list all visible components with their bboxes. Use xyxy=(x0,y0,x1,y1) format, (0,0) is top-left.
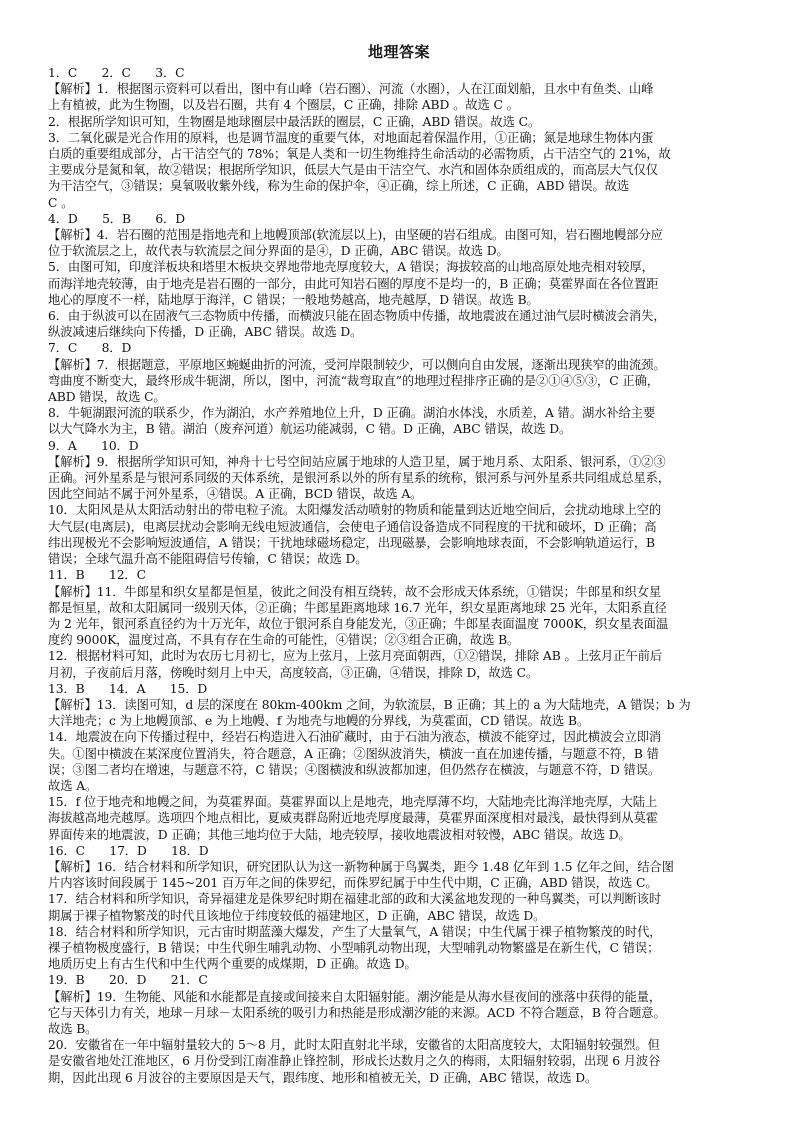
text-line: 10．太阳风是从太阳活动射出的带电粒子流。太阳爆发活动喷射的物质和能量到达近地空间后，会扰动地球上空的 xyxy=(48,503,662,518)
text-line: 【解析】9．根据所学知识可知，神舟十七号空间站应属于地球的人造卫星，属于地月系、太阳系、银河系，①②③ xyxy=(48,454,666,469)
answer-text-body xyxy=(48,65,750,1086)
text-line: 3．二氧化碳是光合作用的原料，也是调节温度的重要气体，对地面起着保温作用，①正确；氮是地球生物体内蛋 xyxy=(48,130,654,145)
text-line: 【解析】7．根据题意，平原地区蜿蜒曲折的河流，受河岸限制较少，可以侧向自由发展，逐渐出现狭窄的曲流颈。 xyxy=(48,357,666,372)
text-line: 11．B 12．C xyxy=(48,568,146,583)
text-line: 纬出现极光不会影响短波通信，A 错误；干扰地球磁场稳定，出现磁暴，会影响地球表面，不会影响轨道运行，B xyxy=(48,535,655,550)
text-line: 【解析】11．牛郎星和织女星都是恒星，彼此之间没有相互绕转，故不会形成天体系统，①错误；牛郎星和织女星 xyxy=(48,584,662,599)
text-line: 【解析】1．根据图示资料可以看出，图中有山峰（岩石圈）、河流（水圈），人在江面划船，且水中有鱼类、山峰 xyxy=(48,82,654,97)
text-line: 海拔越高地壳越厚。选项四个地点相比，夏威夷群岛附近地壳厚度最薄，莫霍界面深度相对最浅，最快得到从莫霍 xyxy=(48,811,658,826)
text-line: 它与天体引力有关，地球－月球－太阳系统的吸引力和热能是形成潮汐能的来源。ACD 不符合题意，B 符合题意。 xyxy=(48,1005,666,1020)
text-line: 16．C 17．D 18．D xyxy=(48,843,209,858)
text-line: 【解析】13．读图可知，d 层的深度在 80km-400km 之间，为软流层，B 正确；其上的 a 为大陆地壳，A 错误；b 为 xyxy=(48,697,691,712)
text-line: 上有植被，此为生物圈，以及岩石圈，共有 4 个圈层，C 正确，排除 ABD 。故选 C 。 xyxy=(48,98,519,113)
text-line: 月初，子夜前后月落，傍晚时刻月上中天，高度较高，③正确，④错误，排除 D，故选 C。 xyxy=(48,665,539,680)
text-line: 界面传来的地震波，D 正确；其他三地均位于大陆，地壳较厚，接收地震波相对较慢，ABC 错误。故选 D。 xyxy=(48,827,631,842)
text-line: 【解析】4．岩石圈的范围是指地壳和上地幔顶部(软流层以上)，由坚硬的岩石组成。由图可知，岩石圈地幔部分应 xyxy=(48,228,663,243)
text-line: 14．地震波在向下传播过程中，经岩石构造进入石油矿藏时，由于石油为液态，横波不能穿过，因此横波会立即消 xyxy=(48,730,662,745)
text-line: 为 2 光年，银河系直径约为十万光年，故位于银河系自身能发光，③正确；牛郎星表面温度 7000K，织女星表面温 xyxy=(48,616,669,631)
text-line: 1．C 2．C 3．C xyxy=(48,66,185,80)
text-line: 弯曲度不断变大，最终形成牛轭湖，所以，图中，河流“裁弯取直”的地理过程排序正确的是②①④⑤③，C 正确， xyxy=(48,373,659,388)
text-line: ABD 错误，故选 C。 xyxy=(48,390,166,405)
text-line: 错误；全球气温升高不能阻碍信号传输，C 错误；故选 D。 xyxy=(48,552,368,567)
text-line: 失。①图中横波在某深度位置消失，符合题意，A 正确；②图纵波消失，横波一直在加速传播，与题意不符，B 错 xyxy=(48,746,659,761)
text-line: 都是恒星，故和太阳属同一级别天体，②正确；牛郎星距离地球 16.7 光年，织女星距离地球 25 光年，太阳系直径 xyxy=(48,600,667,615)
text-line: 大洋地壳；c 为上地幔顶部、e 为上地幔、f 为地壳与地幔的分界线，为莫霍面，CD 错误。故选 B。 xyxy=(48,714,590,729)
text-line: 位于软流层之上，故代表与软流层之间分界面的是④，D 正确，ABC 错误。故选 D。 xyxy=(48,244,509,259)
text-line: 期属于裸子植物繁茂的时代且该地位于纬度较低的福建地区，D 正确，ABC 错误，故选 D。 xyxy=(48,908,546,923)
text-line: 白质的重要组成部分，占干洁空气的 78%；氧是人类和一切生物维持生命活动的必需物质，占干洁空气的 21%，故 xyxy=(48,147,671,162)
page-title: 地理答案 xyxy=(367,43,430,61)
text-line: 7．C 8．D xyxy=(48,341,132,356)
text-line: 以大气降水为主，B 错。湖泊（废弃河道）航运功能减弱，C 错。D 正确，ABC 错误，故选 D。 xyxy=(48,422,572,437)
text-line: 12．根据材料可知，此时为农历七月初七，应为上弦月，上弦月亮面朝西，①②错误，排除 AB 。上弦月正午前后 xyxy=(48,649,663,664)
text-line: 地质历史上有古生代和中生代两个重要的成煤期，D 正确。故选 D。 xyxy=(48,957,417,972)
text-line: 因此空间站不属于河外星系，④错误。A 正确，BCD 错误，故选 A。 xyxy=(48,487,423,502)
text-line: 大气层(电离层)，电离层扰动会影响无线电短波通信，会使电子通信设备造成不同程度的干扰和破坏，D 正确；高 xyxy=(48,519,657,534)
text-line: 是安徽省地处江淮地区，6 月份受到江南准静止锋控制，形成长达数月之久的梅雨，太阳辐射较弱，出现 6 月波谷 xyxy=(48,1054,661,1069)
text-line: 为干洁空气，③错误；臭氧吸收紫外线，称为生命的保护伞，④正确，综上所述，C 正确，ABD 错误。故选 xyxy=(48,179,630,194)
text-line: 主要成分是氮和氧，故②错误；根据所学知识，低层大气是由干洁空气、水汽和固体杂质组成的，而高层大气仅仅 xyxy=(48,163,658,178)
text-line: 期，因此出现 6 月波谷的主要原因是天气，跟纬度、地形和植被无关，D 正确，ABC 错误，故选 D。 xyxy=(48,1070,598,1085)
text-line: 而海洋地壳较薄，由于地壳是岩石圈的一部分，由此可知岩石圈的厚度不是均一的，B 正确；莫霍界面在各位置距 xyxy=(48,276,659,291)
text-line: 13．B 14．A 15．D xyxy=(48,681,208,696)
text-line: 正确。河外星系是与银河系同级的天体系统，是银河系以外的所有星系的统称，银河系与河外星系共同组成总星系， xyxy=(48,471,671,486)
text-line: 裸子植物极度盛行，B 错误；中生代卵生哺乳动物、小型哺乳动物出现，大型哺乳动物繁盛是在新生代，C 错误； xyxy=(48,940,660,955)
text-line: 度约 9000K，温度过高，不具有存在生命的可能性，④错误；②③组合正确，故选 B。 xyxy=(48,633,520,648)
text-line: 19．B 20．D 21．C xyxy=(48,973,208,988)
text-line: 8．牛轭湖跟河流的联系少，作为湖泊，水产养殖地位上升，D 正确。湖泊水体浅，水质差，A 错。湖水补给主要 xyxy=(48,406,656,421)
text-line: 4．D 5．B 6．D xyxy=(48,211,186,226)
text-line: 9．A 10．D xyxy=(48,438,139,453)
text-line: 地心的厚度不一样，陆地厚于海洋，C 错误；一般地势越高，地壳越厚，D 错误。故选 B。 xyxy=(48,292,539,307)
text-line: C 。 xyxy=(48,195,74,210)
text-line: 18．结合材料和所学知识，元古宙时期蓝藻大爆发，产生了大量氧气，A 错误；中生代属于裸子植物繁茂的时代， xyxy=(48,924,662,939)
text-line: 5．由图可知，印度洋板块和塔里木板块交界地带地壳厚度较大，A 错误；海拔较高的山地高原处地壳相对较厚， xyxy=(48,260,654,275)
text-line: 17．结合材料和所学知识，奇异福建龙是侏罗纪时期在福建北部的政和大溪盆地发现的一种鸟翼类，可以判断该时 xyxy=(48,892,662,907)
text-line: 20．安徽省在一年中辐射量较大的 5～8 月，此时太阳直射北半球，安徽省的太阳高度较大，太阳辐射较强烈。但 xyxy=(48,1038,660,1053)
text-line: 6．由于纵波可以在固液气三态物质中传播，而横波只能在固态物质中传播，故地震波在通过油气层时横波会消失， xyxy=(48,309,666,324)
text-line: 片内容该时间段属于 145~201 百万年之间的侏罗纪，而侏罗纪属于中生代中期，C 正确，ABD 错误，故选 C。 xyxy=(48,876,658,891)
text-line: 2．根据所学知识可知，生物圈是地球圈层中最活跃的圈层，C 正确，ABD 错误。故选 C。 xyxy=(48,114,541,129)
text-line: 故选 A。 xyxy=(48,778,98,793)
text-line: 纵波减速后继续向下传播，D 正确，ABC 错误。故选 D。 xyxy=(48,325,363,340)
text-line: 故选 B。 xyxy=(48,1021,98,1036)
text-line: 【解析】16．结合材料和所学知识，研究团队认为这一新物种属于鸟翼类，距今 1.48 亿年到 1.5 亿年之间，结合图 xyxy=(48,859,674,874)
text-line: 误；③图二者均在增速，与题意不符，C 错误；④图横波和纵波都加速，但仍然存在横波，与题意不符，D 错误。 xyxy=(48,762,661,777)
text-line: 【解析】19．生物能、风能和水能都是直接或间接来自太阳辐射能。潮汐能是从海水昼夜间的涨落中获得的能量， xyxy=(48,989,662,1004)
text-line: 15．f 位于地壳和地幔之间，为莫霍界面。莫霍界面以上是地壳，地壳厚薄不均，大陆地壳比海洋地壳厚，大陆上 xyxy=(48,795,658,810)
